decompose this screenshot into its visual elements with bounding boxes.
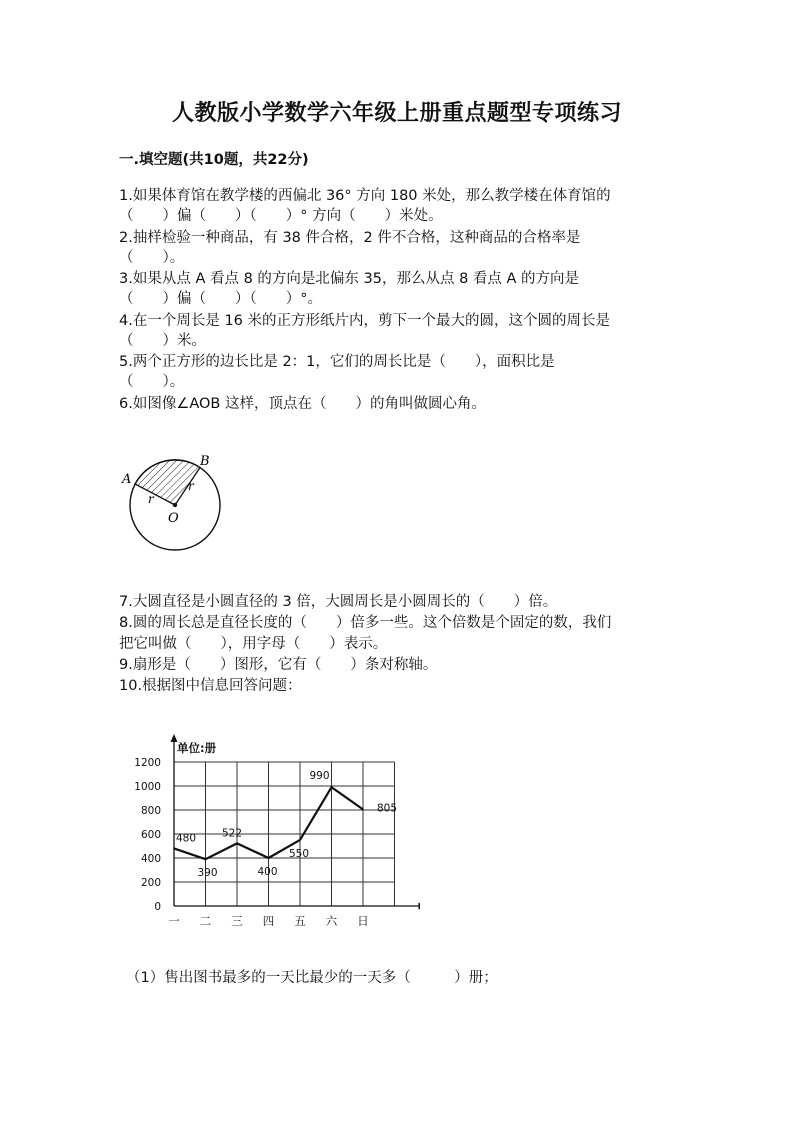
xtick-label-1: 二 bbox=[199, 914, 212, 928]
data-label-5: 990 bbox=[309, 770, 330, 783]
data-label-1: 390 bbox=[197, 867, 218, 880]
label-o: O bbox=[168, 511, 179, 526]
ytick-label-0: 0 bbox=[154, 901, 161, 913]
q3-line1: 3.如果从点 A 看点 8 的方向是北偏东 35，那么从点 8 看点 A 的方向是 bbox=[119, 271, 580, 287]
data-label-4: 550 bbox=[288, 848, 310, 860]
label-r-left: r bbox=[148, 492, 154, 506]
ytick-label-4: 800 bbox=[140, 805, 161, 817]
q2-line2: （ ）。 bbox=[119, 250, 185, 266]
q9-line1: 9.扇形是（ ）图形，它有（ ）条对称轴。 bbox=[119, 657, 438, 673]
xtick-label-5: 六 bbox=[325, 914, 338, 928]
xtick-label-3: 四 bbox=[262, 914, 275, 928]
q6-line1: 6.如图像∠AOB 这样，顶点在（ ）的角叫做圆心角。 bbox=[119, 396, 486, 412]
data-point-5 bbox=[331, 786, 333, 788]
center-point bbox=[173, 503, 177, 507]
q5-line1: 5.两个正方形的边长比是 2：1，它们的周长比是（ ），面积比是 bbox=[119, 354, 555, 370]
xtick-label-0: 一 bbox=[168, 914, 180, 928]
x-axis-arrow bbox=[419, 903, 421, 910]
q10-line1: 10.根据图中信息回答问题： bbox=[119, 678, 302, 694]
q4-line2: （ ）米。 bbox=[119, 333, 206, 349]
data-point-0 bbox=[173, 848, 175, 850]
q8-line2: 把它叫做（ ），用字母（ ）表示。 bbox=[119, 636, 388, 652]
ytick-label-3: 600 bbox=[140, 829, 161, 841]
ytick-label-1: 200 bbox=[140, 877, 161, 889]
data-label-0: 480 bbox=[176, 832, 197, 845]
q8-line1: 8.圆的周长总是直径长度的（ ）倍多一些。这个倍数是个固定的数，我们 bbox=[119, 615, 612, 631]
xtick-label-2: 三 bbox=[231, 914, 243, 928]
label-b: B bbox=[200, 454, 210, 469]
q5-line2: （ ）。 bbox=[119, 374, 185, 390]
ytick-label-6: 1200 bbox=[134, 757, 161, 769]
data-point-4 bbox=[299, 839, 301, 841]
q10-sub1: （1）售出图书最多的一天比最少的一天多（ ）册； bbox=[126, 970, 498, 986]
data-point-2 bbox=[236, 843, 238, 845]
ytick-label-5: 1000 bbox=[134, 781, 161, 793]
q3-line2: （ ）偏（ ）（ ）°。 bbox=[119, 291, 322, 307]
page-title: 人教版小学数学六年级上册重点题型专项练习 bbox=[171, 100, 622, 126]
circle-sector-diagram bbox=[118, 448, 228, 554]
q1-line1: 1.如果体育馆在教学楼的西偏北 36° 方向 180 米处，那么教学楼在体育馆的 bbox=[119, 188, 611, 204]
q1-line2: （ ）偏（ ）（ ）° 方向（ ）米处。 bbox=[119, 208, 443, 224]
label-a: A bbox=[122, 472, 132, 487]
data-point-6 bbox=[362, 809, 364, 811]
data-label-3: 400 bbox=[257, 866, 278, 878]
data-label-2: 522 bbox=[221, 827, 243, 840]
xtick-label-4: 五 bbox=[294, 914, 306, 928]
q2-line1: 2.抽样检验一种商品，有 38 件合格，2 件不合格，这种商品的合格率是 bbox=[119, 230, 581, 246]
unit-label: 单位:册 bbox=[177, 741, 217, 755]
sales-line-chart bbox=[130, 730, 420, 935]
data-point-1 bbox=[205, 858, 207, 860]
q7-line1: 7.大圆直径是小圆直径的 3 倍，大圆周长是小圆周长的（ ）倍。 bbox=[119, 594, 558, 610]
label-r-right: r bbox=[188, 479, 194, 493]
data-point-3 bbox=[268, 857, 270, 859]
section-title: 一.填空题(共10题，共22分) bbox=[119, 152, 309, 168]
data-label-6: 805 bbox=[377, 802, 398, 815]
ytick-label-2: 400 bbox=[140, 853, 161, 865]
xtick-label-6: 日 bbox=[357, 914, 369, 928]
q4-line1: 4.在一个周长是 16 米的正方形纸片内，剪下一个最大的圆，这个圆的周长是 bbox=[119, 313, 611, 329]
